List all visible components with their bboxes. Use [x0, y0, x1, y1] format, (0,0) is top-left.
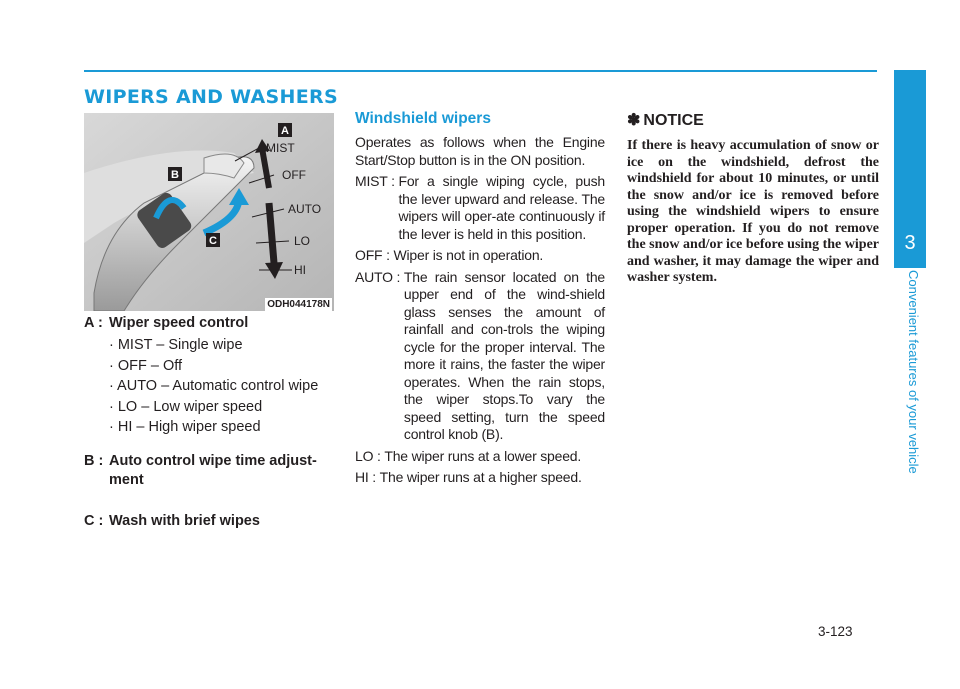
legend-b-key: B : — [84, 452, 104, 469]
notice-text: If there is heavy accumulation of snow or ice on the windshield, defrost the windshield for about 10 minutes, or until the snow and/or ice is removed before using the windshield wipers to ensure proper operation. If you do not remove the snow and/or ice before using the wiper and washer, it may damage the wiper and washer system. — [627, 138, 879, 285]
mode-label: LO : — [355, 447, 385, 464]
mode-description: The wiper runs at a higher speed. — [379, 469, 582, 485]
legend-c-key: C : — [84, 512, 104, 529]
notice-star-icon: ✽ — [627, 112, 641, 129]
legend-c-text: Wash with brief wipes — [109, 512, 260, 529]
legend-a-list — [84, 335, 344, 438]
mode-lo — [355, 448, 605, 466]
position-label-lo: LO — [294, 234, 311, 248]
figure-code: ODH044178N — [267, 299, 330, 310]
mode-description: For a single wiping cycle, push the lever upward and release. The wipers will oper-ate continuously if the lever is held in this position. — [398, 173, 605, 242]
marker-c-label: C — [209, 235, 217, 247]
position-label-off: OFF — [282, 168, 306, 182]
marker-a-label: A — [281, 125, 289, 137]
list-item: · MIST – Single wipe — [109, 337, 243, 353]
mode-off — [355, 247, 605, 265]
legend-a-text: Wiper speed control — [109, 315, 249, 331]
mode-label: OFF : — [355, 247, 394, 263]
chapter-title: Convenient features of your vehicle — [906, 270, 921, 474]
list-item: · OFF – Off — [109, 357, 183, 374]
figure-legend — [84, 313, 344, 531]
mode-description: Wiper is not in operation. — [393, 247, 544, 263]
position-label-auto: AUTO — [288, 202, 322, 216]
section-title: WIPERS AND WASHERS — [84, 86, 338, 108]
notice-title — [627, 110, 879, 130]
notice-section — [627, 110, 879, 287]
position-label-hi: HI — [294, 263, 306, 277]
position-label-mist: MIST — [266, 141, 295, 155]
wipers-intro: Operates as follows when the Engine Start/Stop button is in the ON position. — [355, 134, 605, 168]
wiper-lever-illustration — [84, 113, 334, 311]
wipers-title: Windshield wipers — [355, 110, 491, 127]
list-item: · LO – Low wiper speed — [109, 398, 263, 415]
chapter-number: 3 — [894, 222, 926, 264]
legend-a — [84, 313, 344, 333]
legend-b — [84, 451, 344, 471]
mode-description: The wiper runs at a lower speed. — [384, 447, 582, 464]
mode-mist — [355, 173, 605, 243]
mode-auto — [355, 269, 605, 444]
windshield-wipers-section — [355, 110, 605, 487]
wiper-lever-figure — [84, 113, 334, 311]
list-item: · HI – High wiper speed — [109, 419, 261, 435]
legend-b-continued: ment — [109, 471, 144, 488]
legend-c — [84, 511, 344, 531]
legend-a-key: A : — [84, 315, 103, 331]
list-item: · AUTO – Automatic control wipe — [109, 378, 319, 394]
mode-label: MIST : — [355, 173, 399, 189]
mode-label: HI : — [355, 469, 380, 485]
mode-hi — [355, 469, 605, 487]
legend-b-text: Auto control wipe time adjust- — [109, 452, 317, 469]
notice-title-text: NOTICE — [643, 112, 704, 129]
page-number: 3-123 — [818, 624, 853, 639]
mode-description: The rain sensor located on the upper end of the wind-shield glass senses the amount of rainfall and con-trols the wiping cycle for the proper interval. The more it rains, the faster the wiper operates. When the rain stops, the wiper stops.To vary the speed setting, turn the speed control knob (B). — [403, 268, 605, 442]
top-rule — [84, 70, 877, 72]
marker-b-label: B — [171, 169, 179, 181]
mode-label: AUTO : — [355, 268, 404, 285]
lever-arrow-down-stem — [269, 203, 274, 263]
